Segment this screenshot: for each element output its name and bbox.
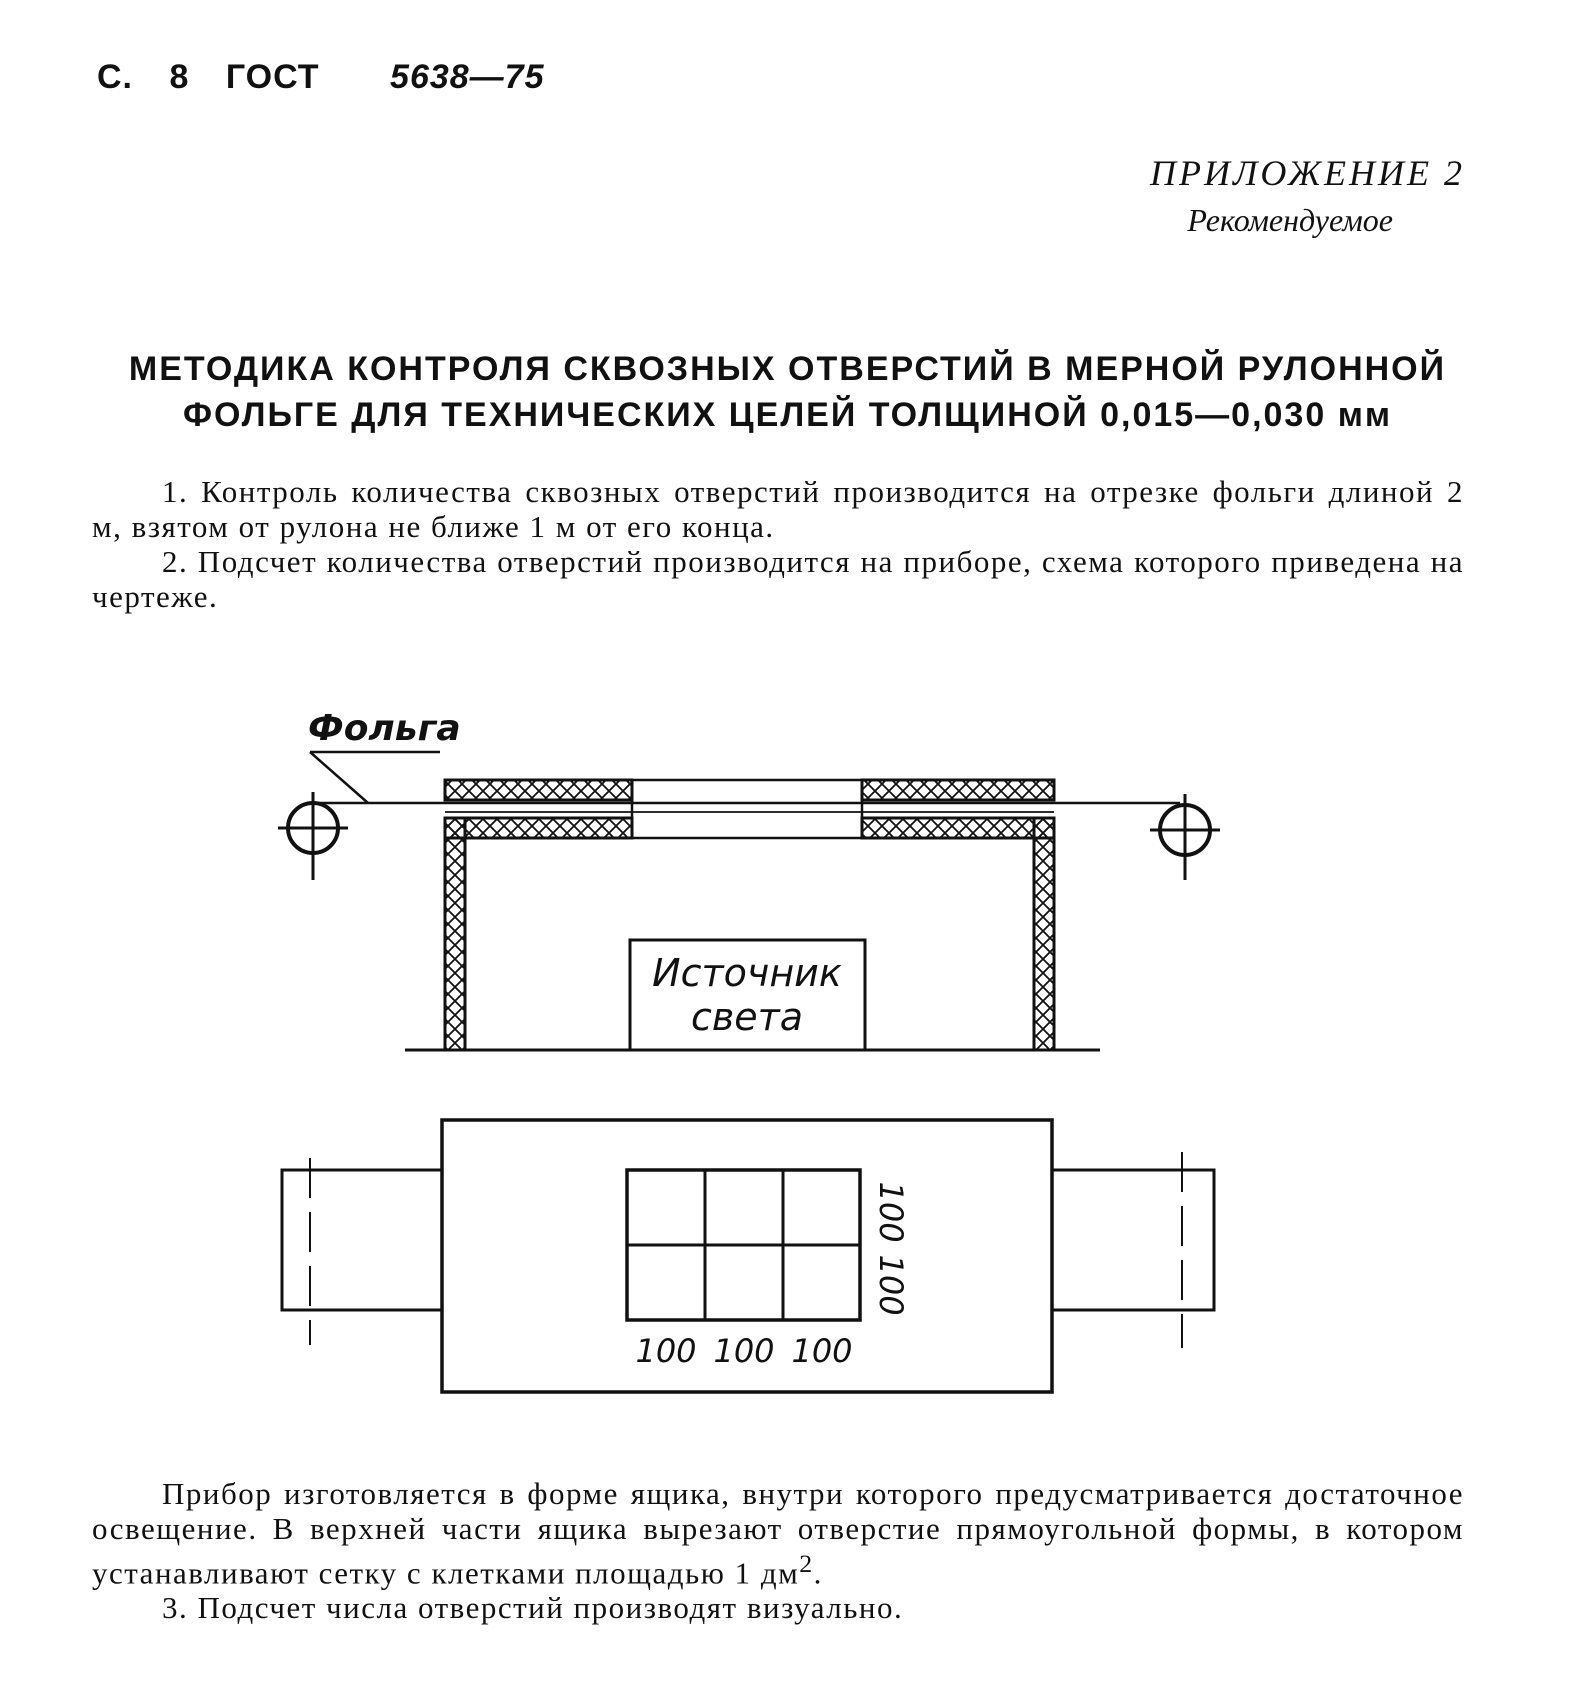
appendix-status: Рекомендуемое: [1187, 202, 1393, 238]
grid-dim-vertical-1: 100: [872, 1181, 910, 1243]
left-roll: [282, 1170, 442, 1310]
appendix-block: [1150, 152, 1465, 239]
area-unit-exponent: 2: [799, 1549, 814, 1578]
foil-label: Фольга: [308, 708, 461, 749]
right-roll: [1052, 1170, 1214, 1310]
paragraph-device-end: .: [813, 1555, 823, 1591]
closing-paragraphs: [92, 1476, 1464, 1625]
window-opening: [632, 780, 862, 838]
device-diagram: [0, 700, 1575, 1420]
grid-dim-horizontal-3: 100: [791, 1332, 853, 1370]
paragraph-2: 2. Подсчет количества отверстий производится на приборе, схема которого приведена на чертеже.: [92, 544, 1464, 614]
top-wall-right: [862, 780, 1054, 800]
paragraph-device: [92, 1476, 1464, 1590]
left-wall: [445, 818, 465, 1050]
right-wall: [1034, 818, 1054, 1050]
page-header: [97, 58, 571, 97]
title-line-1: МЕТОДИКА КОНТРОЛЯ СКВОЗНЫХ ОТВЕРСТИЙ В МЕРНОЙ РУЛОННОЙ: [128, 350, 1447, 388]
light-source-line-1: Источник: [652, 951, 842, 995]
frame-right: [862, 818, 1054, 838]
grid-dim-vertical-2: 100: [872, 1254, 910, 1316]
standard-prefix: ГОСТ: [225, 58, 320, 96]
paragraph-device-text: Прибор изготовляется в форме ящика, внутри которого предусматривается достаточное освещение. В верхней части ящика вырезают отверстие прямоугольной формы, в котором устанавливают сетку с клетками площадью 1 дм: [92, 1476, 1464, 1591]
light-source-line-2: света: [690, 995, 804, 1039]
paragraph-3: 3. Подсчет числа отверстий производят визуально.: [162, 1590, 904, 1626]
paragraph-1: 1. Контроль количества сквозных отверстий производится на отрезке фольги длиной 2 м, взятом от рулона не ближе 1 м от его конца.: [92, 474, 1464, 544]
title-line-2: ФОЛЬГЕ ДЛЯ ТЕХНИЧЕСКИХ ЦЕЛЕЙ ТОЛЩИНОЙ 0,015—0,030 мм: [182, 396, 1393, 434]
page-label: С.: [97, 58, 133, 96]
top-wall-left: [445, 780, 632, 800]
grid-dim-horizontal-1: 100: [635, 1332, 697, 1370]
standard-number: 5638—75: [390, 58, 545, 96]
intro-paragraphs: [92, 474, 1464, 614]
page-number: 8: [169, 58, 190, 96]
frame-left: [445, 818, 632, 838]
grid-dim-horizontal-2: 100: [713, 1332, 775, 1370]
document-title: [100, 346, 1475, 438]
appendix-title: ПРИЛОЖЕНИЕ 2: [1150, 153, 1465, 193]
